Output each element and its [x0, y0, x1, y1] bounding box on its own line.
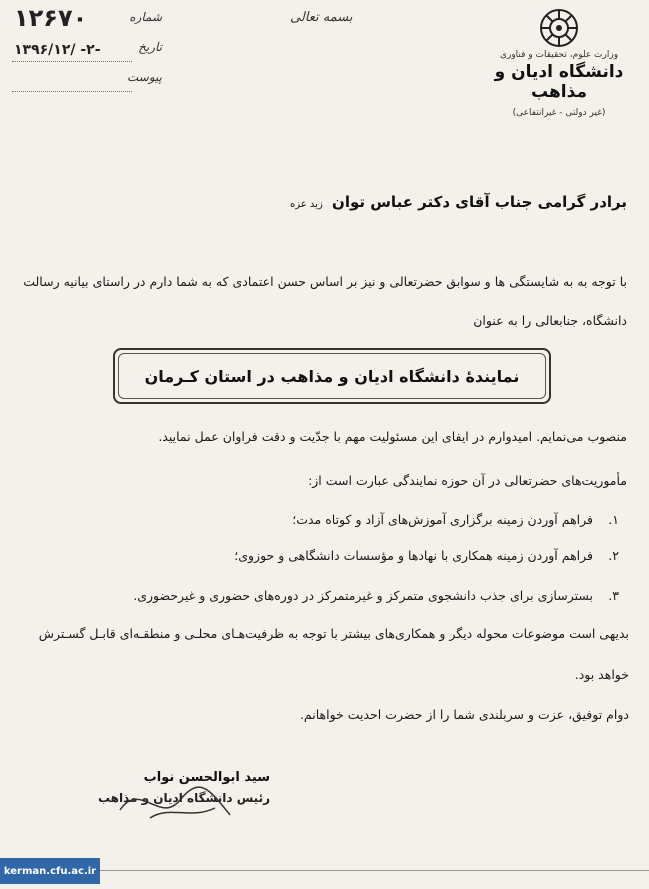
paragraph-appoint: منصوب می‌نمایم. امیدوارم در ایفای این مسئولیت مهم با جدّیت و دقت فراوان عمل نمایید.	[158, 429, 627, 444]
signatory-name: سید ابوالحسن نواب	[143, 770, 270, 785]
basmala: بسمه تعالی	[290, 10, 353, 25]
university-name: دانشگاه ادیان و مذاهب	[494, 62, 624, 102]
salutation	[290, 193, 627, 211]
date-dotted-line	[12, 61, 132, 62]
attachment-row	[12, 70, 162, 100]
mission-item	[133, 588, 619, 603]
paragraph-expansion: بدیهی است موضوعات محوله دیگر و همکاری‌های بیشتر با توجه به ظرفیت‌هـای محلـی و منطقـه‌ای قابـل گسـترش	[38, 626, 629, 641]
number-row	[12, 4, 162, 40]
mission-item	[234, 548, 619, 563]
mission-number: ۱.	[608, 512, 619, 527]
appointment-title: نمایندهٔ دانشگاه ادیان و مذاهب در استان کـرمان	[144, 366, 520, 386]
date-label: تاریخ	[138, 40, 162, 54]
paragraph-missions: مأموریت‌های حضرتعالی در آن حوزه نمایندگی عبارت است از:	[308, 473, 627, 488]
footer-divider	[100, 870, 649, 871]
date-value: ۱۳۹۶/۱۲/ -۲-	[14, 42, 101, 58]
mission-text: فراهم آوردن زمینه برگزاری آموزش‌های آزاد و کوتاه مدت؛	[292, 512, 594, 527]
mission-number: ۲.	[608, 548, 619, 563]
paragraph-closing: دوام توفیق، عزت و سربلندی شما را از حضرت احدیت خواهانم.	[299, 707, 629, 722]
signatory-title: رئیس دانشگاه ادیان و مذاهب	[97, 791, 270, 805]
paragraph-as: دانشگاه، جنابعالی را به عنوان	[473, 313, 627, 328]
signature-block	[90, 770, 270, 805]
date-row	[12, 40, 162, 70]
number-label: شماره	[129, 10, 162, 24]
attachment-label: پیوست	[127, 70, 162, 84]
mission-item	[292, 512, 619, 527]
salutation-text: برادر گرامی جناب آقای دکتر عباس توان	[332, 193, 627, 211]
letter-meta	[12, 4, 162, 100]
handwritten-signature	[90, 770, 270, 830]
letterhead	[489, 8, 629, 118]
appointment-title-box	[113, 348, 551, 404]
salutation-suffix: زید عزه	[290, 199, 323, 210]
university-logo-icon	[539, 8, 579, 48]
ministry-name: وزارت علوم، تحقیقات و فناوری	[499, 50, 619, 60]
attachment-dotted-line	[12, 91, 132, 92]
university-subtitle: (غیر دولتی - غیرانتفاعی)	[512, 108, 606, 118]
paragraph-will-be: خواهد بود.	[574, 667, 629, 682]
website-badge[interactable]: kerman.cfu.ac.ir	[0, 858, 100, 884]
mission-number: ۳.	[608, 588, 619, 603]
mission-text: فراهم آوردن زمینه همکاری با نهادها و مؤسسات دانشگاهی و حوزوی؛	[234, 548, 594, 563]
mission-text: بسترسازی برای جذب دانشجوی متمرکز و غیرمتمرکز در دوره‌های حضوری و غیرحضوری.	[133, 588, 594, 603]
paragraph-intro: با توجه به به شایستگی ها و سوابق حضرتعالی و نیز بر اساس حسن اعتمادی که به شما دارم در راستای بیانیه رسالت	[23, 274, 627, 289]
number-value: ۱۲۶۷۰	[14, 4, 88, 32]
